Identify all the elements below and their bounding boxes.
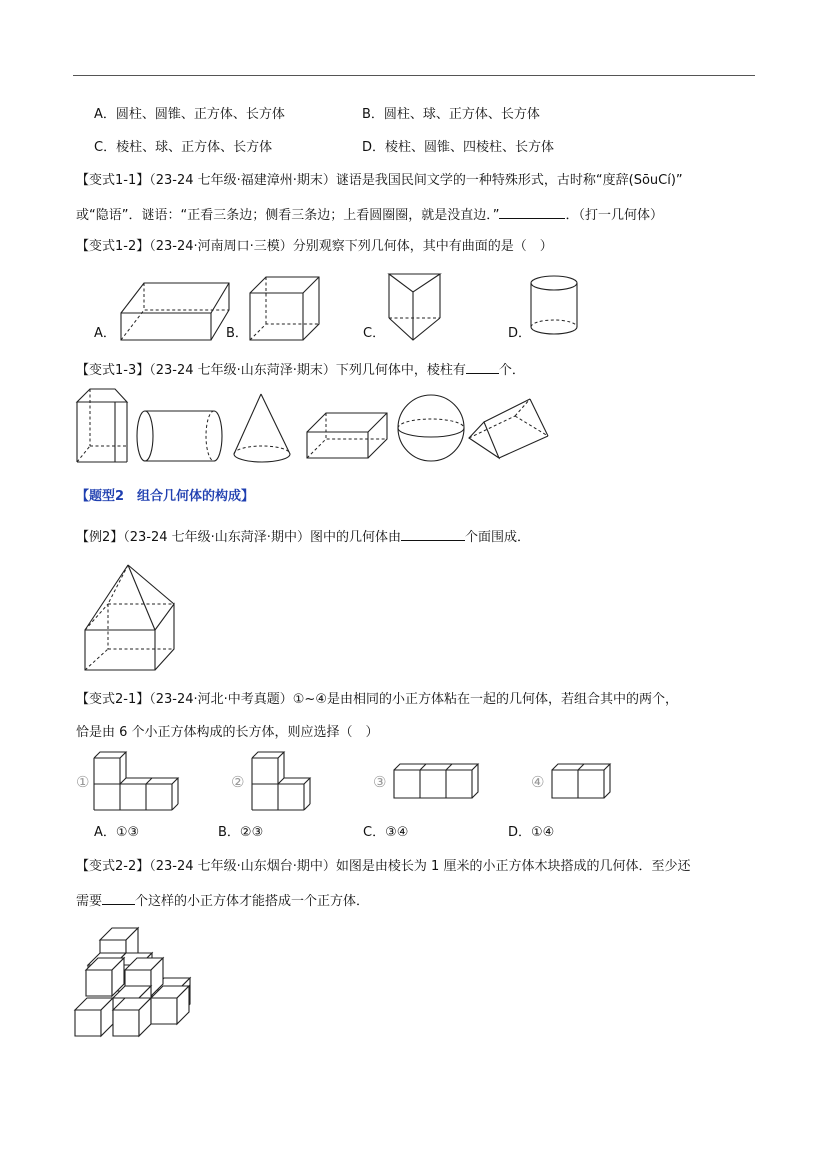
variant-2-2-line1: 【变式2-2】（23-24 七年级·山东烟台·期中）如图是由棱长为 1 厘米的小正方体木块搭成的几何体．至少还 xyxy=(76,859,691,874)
small-cube xyxy=(86,958,124,996)
slanted-prism-figure xyxy=(464,396,552,462)
variant-1-1-tail: ．（打一几何体） xyxy=(565,208,663,223)
variant-2-1-line2: 恰是由 6 个小正方体构成的长方体，则应选择（ ） xyxy=(76,725,379,740)
small-cube xyxy=(113,998,151,1036)
example-2-line xyxy=(76,527,530,547)
option-c: C．棱柱、球、正方体、长方体 xyxy=(94,140,273,155)
frustum-prism-figure xyxy=(72,386,132,466)
example-2-text: 【例2】（23-24 七年级·山东菏泽·期中）图中的几何体由 xyxy=(76,530,401,545)
option-a: A．圆柱、圆锥、正方体、长方体 xyxy=(94,107,285,122)
flat-cuboid-figure xyxy=(304,408,390,464)
option-d: D．棱柱、圆锥、四棱柱、长方体 xyxy=(362,140,555,155)
variant-2-1-option-b: B．②③ xyxy=(218,825,264,840)
sphere-figure xyxy=(396,392,468,464)
variant-1-1-line1: 【变式1-1】（23-24 七年级·福建漳州·期末）谜语是我国民间文学的一种特殊形式，古时称“度辞(SōuCí)” xyxy=(76,173,683,188)
cube-figure xyxy=(246,275,324,343)
variant-1-1-text: 或“隐语”．谜语：“正看三条边；侧看三条边；上看圆圈圈，就是没直边．” xyxy=(76,208,500,223)
label-d: D． xyxy=(508,326,532,341)
variant-1-1-line2 xyxy=(76,205,663,225)
variant-2-1-line1: 【变式2-1】（23-24·河北·中考真题）①~④是由相同的小正方体粘在一起的几何体，若组合其中的两个， xyxy=(76,692,678,707)
cube-stack-figure xyxy=(70,920,200,1042)
variant-1-3-tail: 个． xyxy=(498,363,525,378)
variant-1-3-line xyxy=(76,360,525,380)
answer-blank xyxy=(499,205,565,219)
answer-blank xyxy=(401,527,465,541)
figure-label-4: ④ xyxy=(531,773,545,791)
label-a: A． xyxy=(94,326,116,341)
figure-label-3: ③ xyxy=(373,773,387,791)
cube-group-2-figure xyxy=(250,752,316,814)
cuboid-figure xyxy=(116,278,231,342)
small-cube xyxy=(75,998,113,1036)
cube-group-1-figure xyxy=(92,752,184,814)
variant-2-1-option-a: A．①③ xyxy=(94,825,140,840)
pyramid-on-cube-figure xyxy=(80,562,180,674)
option-b: B．圆柱、球、正方体、长方体 xyxy=(362,107,540,122)
label-c: C． xyxy=(363,326,386,341)
small-cube xyxy=(151,986,189,1024)
variant-2-2-tail: 个这样的小正方体才能搭成一个正方体． xyxy=(135,894,370,909)
example-2-tail: 个面围成． xyxy=(464,530,530,545)
triangular-prism-figure xyxy=(385,272,445,344)
label-b: B． xyxy=(226,326,248,341)
figure-label-1: ① xyxy=(76,773,90,791)
variant-2-2-text: 需要 xyxy=(76,894,103,909)
variant-2-1-option-d: D．①④ xyxy=(508,825,555,840)
variant-2-1-option-c: C．③④ xyxy=(363,825,409,840)
answer-blank xyxy=(102,891,135,905)
figure-label-2: ② xyxy=(231,773,245,791)
lying-cylinder-figure xyxy=(134,408,224,466)
cube-group-3-figure xyxy=(392,762,484,802)
answer-blank xyxy=(466,360,499,374)
variant-2-2-line2 xyxy=(76,891,369,911)
section-title: 【题型2 组合几何体的构成】 xyxy=(76,489,255,504)
variant-1-2-line: 【变式1-2】（23-24·河南周口·三模）分别观察下列几何体，其中有曲面的是（ ） xyxy=(76,239,553,254)
cube-group-4-figure xyxy=(550,762,616,802)
header-rule xyxy=(73,75,755,76)
cone-figure xyxy=(230,392,296,466)
variant-1-3-text: 【变式1-3】（23-24 七年级·山东菏泽·期末）下列几何体中，棱柱有 xyxy=(76,363,466,378)
cylinder-figure xyxy=(527,274,583,338)
